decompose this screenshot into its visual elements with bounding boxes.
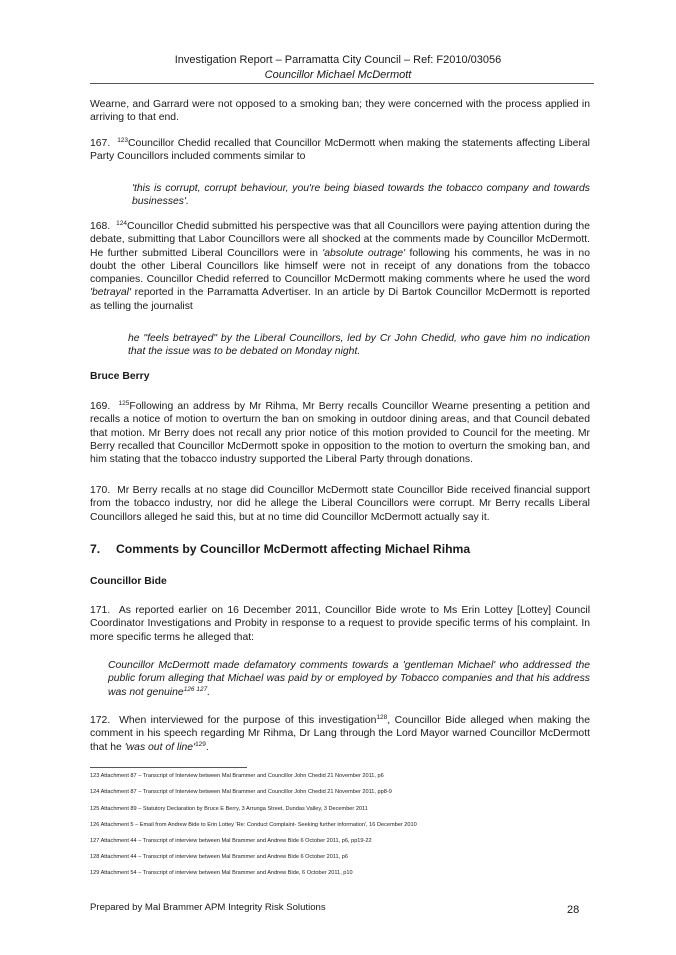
quote-text: Councillor McDermott made defamatory comments towards a 'gentleman Michael' who addressed the public forum alleging that Michael was paid by or employed by Tobacco companies and that his address was not genuine <box>108 660 590 698</box>
paragraph-text: As reported earlier on 16 December 2011, Councillor Bide wrote to Ms Erin Lottey [Lottey] Council Coordinator Investigations and Probity in response to a request to provide specific terms of his complaint. In more specific terms he alleged that: <box>90 605 590 643</box>
footer-prepared-by: Prepared by Mal Brammer APM Integrity Risk Solutions <box>90 902 326 913</box>
quote-end: . <box>207 686 211 698</box>
paragraph-172 <box>90 714 590 754</box>
paragraph-169 <box>90 400 590 466</box>
footnote-127: 127 Attachment 44 – Transcript of interview between Mal Brammer and Andrew Bide 6 October 2011, p6, pp19-22 <box>90 838 372 844</box>
footnote-ref: 129 <box>195 740 206 748</box>
footnote-125: 125 Attachment 89 – Statutory Declaration by Bruce E Berry, 3 Arrunga Street, Dundas Valley, 3 December 2011 <box>90 806 368 812</box>
footnote-124: 124 Attachment 87 – Transcript of Interview between Mal Brammer and Councillor John Chedid 21 November 2011, pp8-9 <box>90 789 392 795</box>
paragraph-170 <box>90 484 590 524</box>
footnote-ref: 125 <box>118 400 130 407</box>
footnote-128: 128 Attachment 44 – Transcript of interview between Mal Brammer and Andrew Bide 6 October 2011, p6 <box>90 854 348 860</box>
section-heading-7 <box>90 542 470 556</box>
paragraph-text: Councillor Chedid recalled that Councillor McDermott when making the statements affecting Liberal Party Councillors included comments similar to <box>90 138 590 163</box>
paragraph-167 <box>90 137 590 164</box>
quote-167: 'this is corrupt, corrupt behaviour, you're being biased towards the tobacco company and towards businesses'. <box>132 183 590 208</box>
footnote-ref: 123 <box>117 137 129 144</box>
subheading-bruce-berry: Bruce Berry <box>90 371 150 382</box>
paragraph-number: 170. <box>90 485 111 496</box>
quote-168: he "feels betrayed" by the Liberal Councillors, led by Cr John Chedid, who gave him no indication that the issue was to be debated on Monday night. <box>128 333 590 358</box>
footnote-ref: 124 <box>116 220 128 227</box>
paragraph-text: Following an address by Mr Rihma, Mr Berry recalls Councillor Wearne presenting a petition and recalls a notice of motion to overturn the ban on smoking in outdoor dining areas, and that Council debated that motion. Mr Berry does not recall any prior notice of this motion provided to Council for the meeting. Mr Berry recalled that Councillor McDermott spoke in opposition to the motion to overturn the smoking ban, and him stating that the tobacco industry supported the Liberal Party through donations. <box>90 401 590 466</box>
header-rule <box>90 83 594 84</box>
paragraph-text: Mr Berry recalls at no stage did Councillor McDermott state Councillor Bide received financial support from the tobacco industry, nor did he allege the Liberal Councillors were corrupt. Mr Berry recalls Liberal Councillors alleged he said this, but at no time did Councillor McDermott actually say it. <box>90 485 590 523</box>
footnote-ref: 128 <box>376 714 388 721</box>
page-number: 28 <box>567 904 580 916</box>
paragraph-text: following his comments, he was in no doubt the other Liberal Councillors like himself were not in receipt of any donations from the tobacco companies. Councillor Chedid referred to Councillor McDermott making comments where he used the word <box>90 247 590 286</box>
emphasis-quote: 'absolute outrage' <box>322 247 406 259</box>
paragraph-text: When interviewed for the purpose of this investigation <box>119 715 377 726</box>
paragraph-number: 172. <box>90 715 111 726</box>
paragraph-number: 169. <box>90 401 111 412</box>
section-title: Comments by Councillor McDermott affecting Michael Rihma <box>116 542 471 556</box>
emphasis-quote: 'was out of line' <box>124 741 196 753</box>
paragraph-number: 168. <box>90 221 111 232</box>
header-report-title: Investigation Report – Parramatta City Council – Ref: F2010/03056 <box>174 54 502 66</box>
footnote-123: 123 Attachment 87 – Transcript of Interview between Mal Brammer and Councillor John Chedid 21 November 2011, p6 <box>90 773 384 779</box>
quote-171 <box>108 659 590 699</box>
header-subject-name: Councillor Michael McDermott <box>264 69 412 81</box>
footnote-129: 129 Attachment 54 – Transcript of interview between Mal Brammer and Andrew Bide, 6 October 2011, p10 <box>90 870 353 876</box>
paragraph-text: . <box>205 741 209 753</box>
footnote-ref: 126 127 <box>183 685 208 693</box>
paragraph-text: Councillor Chedid submitted his perspective was that all Councillors were paying attention during the debate, submitting that Labor Councillors were all shocked at the comments made by Councillor McDermott. He further submitted Liberal Councillors were in <box>90 221 590 259</box>
footnote-rule <box>90 767 247 768</box>
paragraph-text: reported in the Parramatta Advertiser. In an article by Di Bartok Councillor McDermott is reported as telling the journalist <box>90 287 590 312</box>
emphasis-quote: 'betrayal' <box>90 287 131 299</box>
paragraph-number: 171. <box>90 605 111 616</box>
paragraph-171 <box>90 604 590 644</box>
paragraph-number: 167. <box>90 138 111 149</box>
section-number: 7. <box>90 542 101 556</box>
footnote-126: 126 Attachment 5 – Email from Andrew Bide to Erin Lottey 'Re: Conduct Complaint- Seeking further information', 16 December 2010 <box>90 822 417 828</box>
paragraph-text: , Councillor Bide alleged when making the comment in his speech regarding Mr Rihma, Dr Lang through the Lord Mayor warned Councillor McDermott that he <box>90 715 590 753</box>
paragraph-continued: Wearne, and Garrard were not opposed to a smoking ban; they were concerned with the process applied in arriving to that end. <box>90 99 590 124</box>
subheading-councillor-bide: Councillor Bide <box>90 576 167 587</box>
paragraph-168 <box>90 220 590 313</box>
